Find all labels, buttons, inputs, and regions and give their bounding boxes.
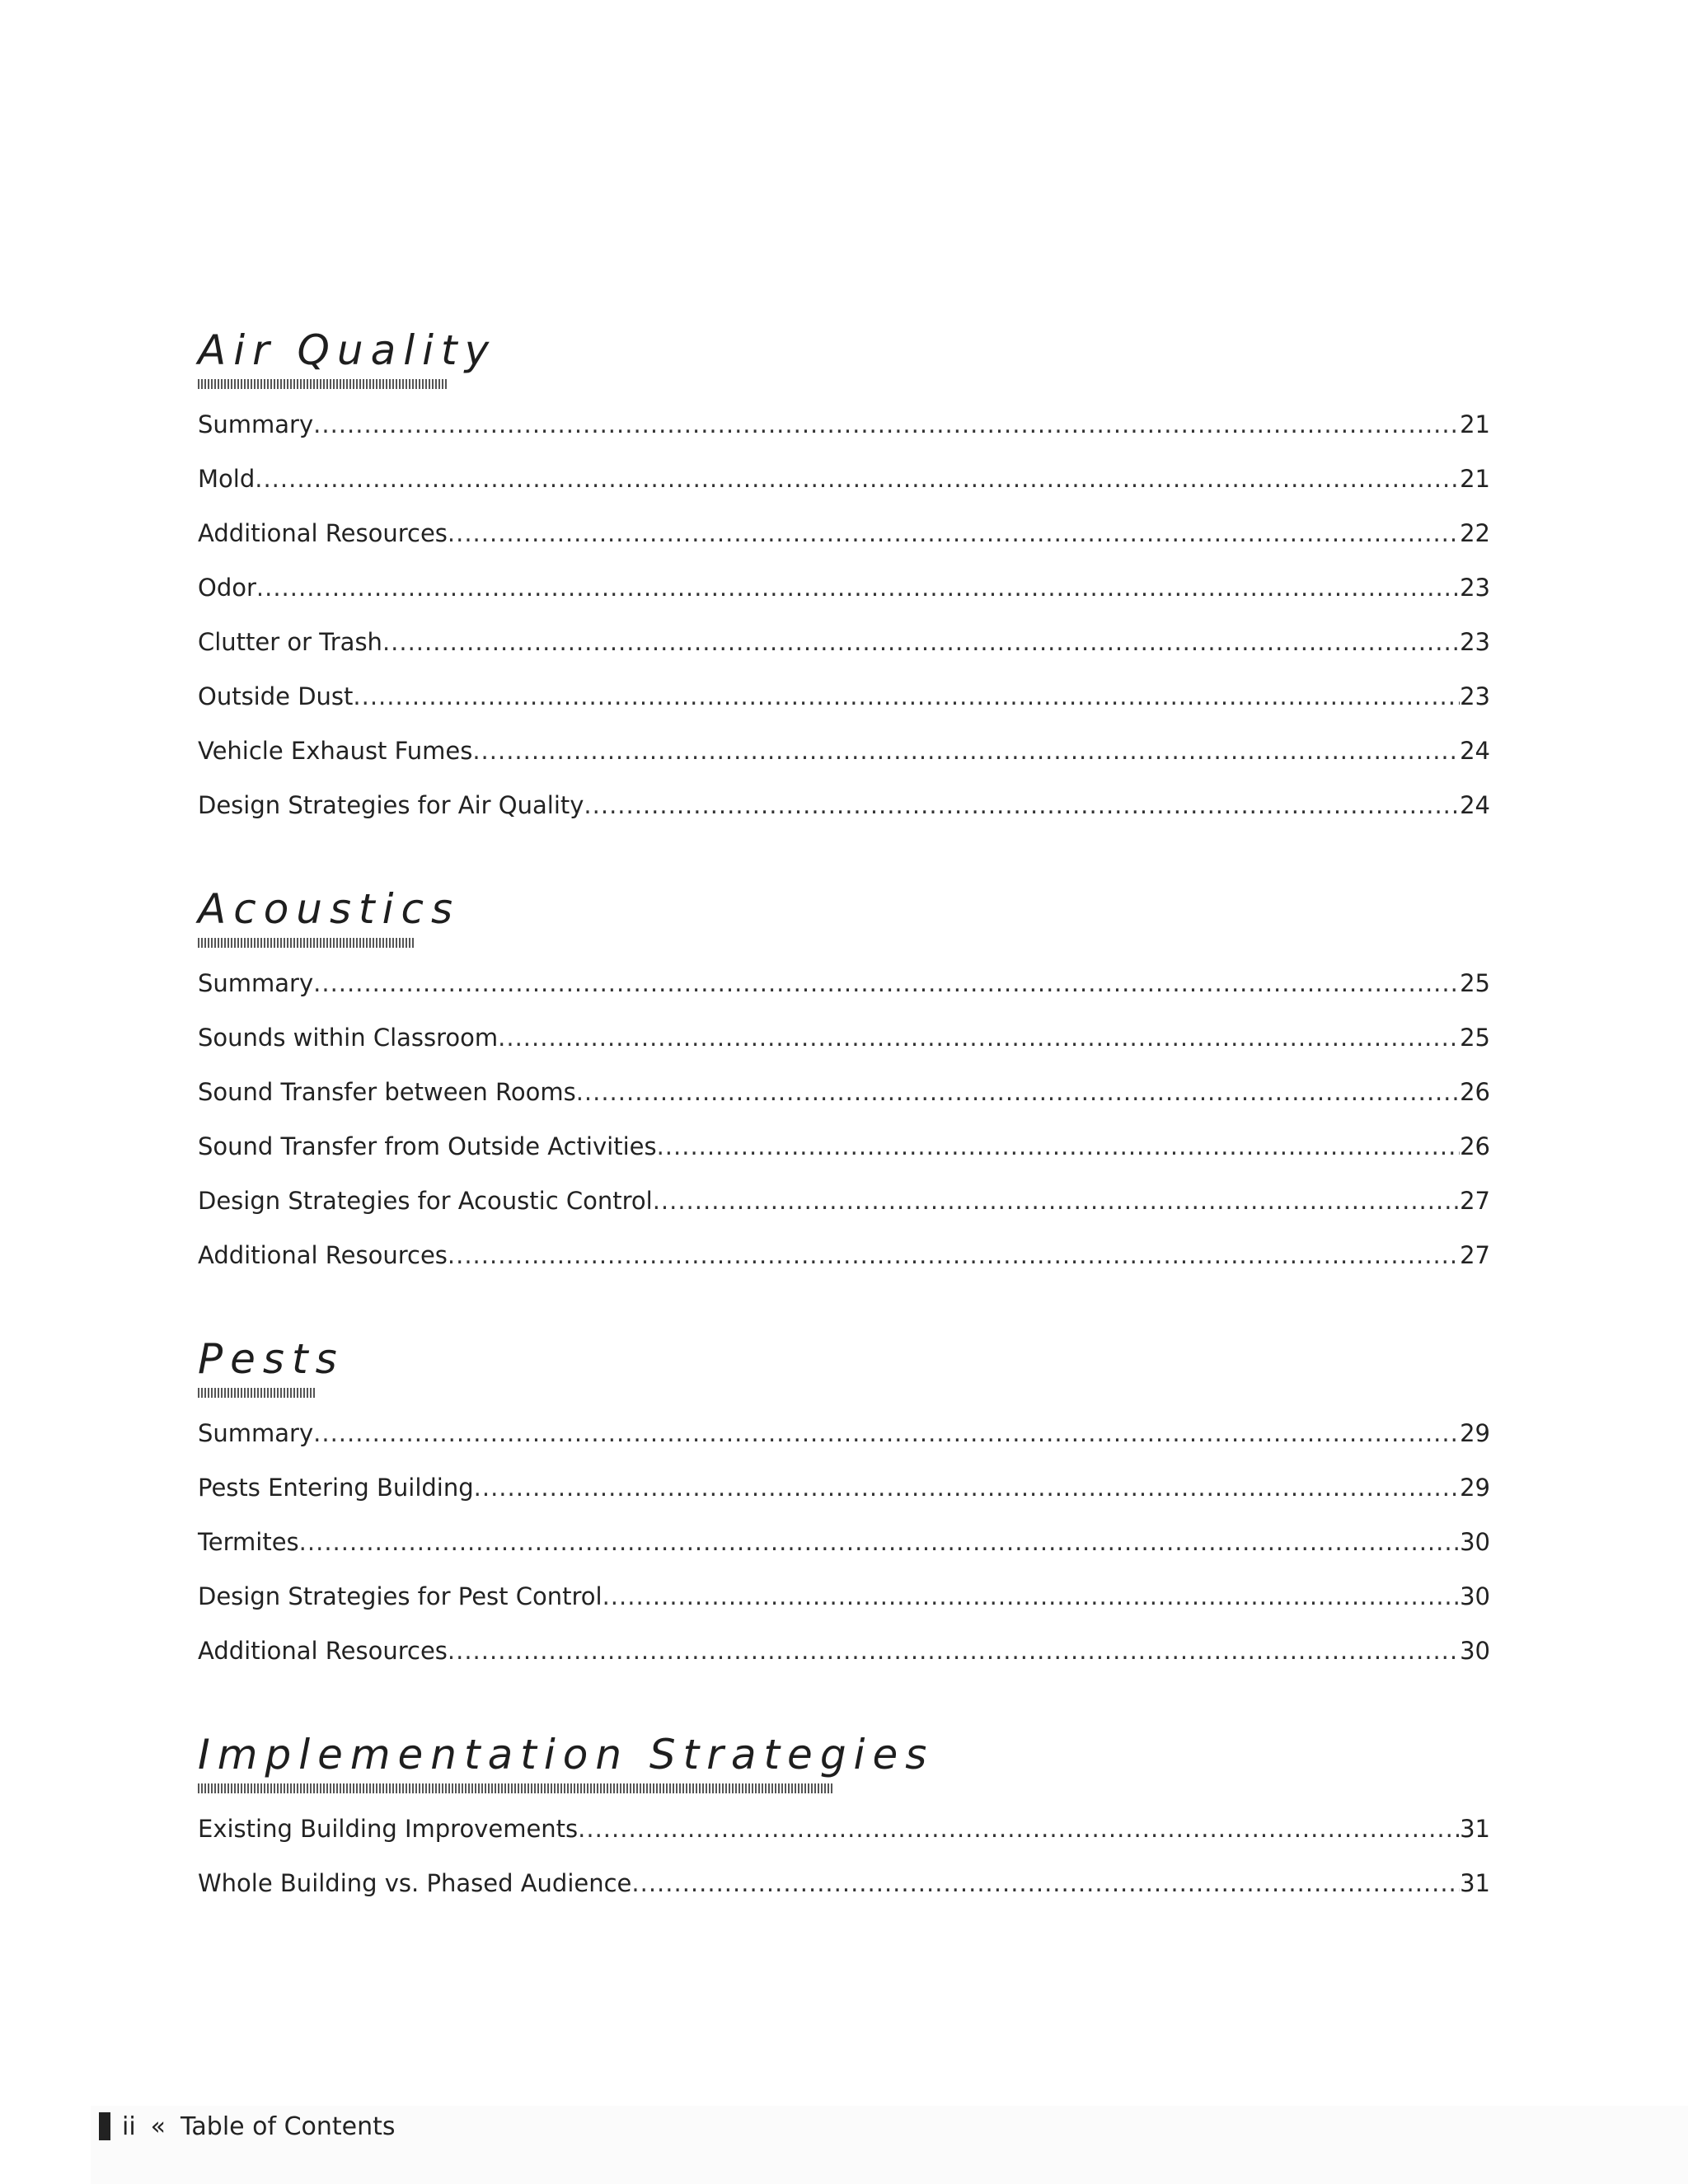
section-heading (198, 1335, 345, 1398)
dot-leader (474, 1460, 1460, 1515)
toc-entry-page: 25 (1460, 1024, 1490, 1052)
footer-separator: « (150, 2111, 166, 2141)
toc-entry[interactable] (198, 452, 1490, 506)
toc-entry-label: Design Strategies for Acoustic Control (198, 1187, 653, 1215)
toc-entry[interactable] (198, 615, 1490, 669)
section-title: Acoustics (198, 885, 461, 933)
toc-entry-page: 23 (1460, 574, 1490, 602)
dot-leader (313, 397, 1460, 452)
dot-leader (603, 1569, 1461, 1624)
toc-entry-label: Design Strategies for Pest Control (198, 1582, 603, 1610)
toc-entry-page: 27 (1460, 1241, 1490, 1269)
section-heading (198, 1731, 935, 1793)
footer-label: Table of Contents (181, 2111, 396, 2141)
toc-entry-page: 25 (1460, 969, 1490, 997)
toc-entry-label: Design Strategies for Air Quality (198, 791, 584, 819)
dot-leader (448, 506, 1460, 560)
toc-entry-page: 26 (1460, 1132, 1490, 1160)
toc-entry-label: Summary (198, 969, 314, 997)
dot-leader (256, 560, 1460, 615)
dot-leader (472, 724, 1460, 778)
toc-entry[interactable] (198, 1406, 1490, 1460)
section-underline (198, 1783, 834, 1793)
section-title: Air Quality (198, 326, 497, 374)
footer-page-number: ii (122, 2111, 136, 2141)
toc-entry-label: Outside Dust (198, 682, 354, 710)
toc-entry-page: 22 (1460, 519, 1490, 547)
dot-leader (631, 1856, 1460, 1910)
toc-entry-page: 24 (1460, 737, 1490, 765)
toc-entry-label: Additional Resources (198, 519, 448, 547)
toc-entry-label: Sound Transfer between Rooms (198, 1078, 576, 1106)
toc-entry[interactable] (198, 1174, 1490, 1228)
dot-leader (255, 452, 1460, 506)
toc-entry-page: 29 (1460, 1419, 1490, 1447)
section-underline (198, 1388, 316, 1398)
toc-entry[interactable] (198, 506, 1490, 560)
toc-entry[interactable] (198, 1228, 1490, 1282)
toc-entry-label: Whole Building vs. Phased Audience (198, 1869, 632, 1897)
toc-entry[interactable] (198, 1624, 1490, 1678)
toc-section-implementation-strategies (198, 1731, 1490, 1910)
toc-entry-label: Additional Resources (198, 1241, 448, 1269)
toc-entry[interactable] (198, 669, 1490, 724)
toc-entry[interactable] (198, 1010, 1490, 1065)
toc-entry-label: Additional Resources (198, 1637, 448, 1665)
toc-entry-label: Termites (198, 1528, 299, 1556)
toc-entry-page: 29 (1460, 1474, 1490, 1502)
toc-entry-page: 21 (1460, 465, 1490, 493)
toc-entry-label: Clutter or Trash (198, 628, 382, 656)
toc-entry-page: 26 (1460, 1078, 1490, 1106)
toc-entry[interactable] (198, 397, 1490, 452)
toc-entry[interactable] (198, 1515, 1490, 1569)
toc-entry-label: Pests Entering Building (198, 1474, 474, 1502)
section-title: Pests (198, 1335, 345, 1383)
toc-entry[interactable] (198, 1856, 1490, 1910)
dot-leader (578, 1802, 1460, 1856)
section-heading (198, 885, 461, 948)
toc-entry-label: Mold (198, 465, 256, 493)
dot-leader (448, 1624, 1460, 1678)
toc-entry-page: 23 (1460, 682, 1490, 710)
dot-leader (498, 1010, 1460, 1065)
toc-entry-label: Summary (198, 410, 314, 438)
section-heading (198, 326, 497, 389)
dot-leader (448, 1228, 1460, 1282)
dot-leader (299, 1515, 1460, 1569)
toc-entry[interactable] (198, 956, 1490, 1010)
dot-leader (353, 669, 1460, 724)
dot-leader (584, 778, 1460, 832)
table-of-contents (198, 326, 1490, 1910)
toc-entry-label: Existing Building Improvements (198, 1815, 579, 1843)
section-underline (198, 938, 415, 948)
toc-entry-page: 31 (1460, 1869, 1490, 1897)
dot-leader (313, 1406, 1460, 1460)
toc-entry-page: 24 (1460, 791, 1490, 819)
dot-leader (657, 1119, 1461, 1174)
dot-leader (382, 615, 1460, 669)
toc-entry-page: 30 (1460, 1528, 1490, 1556)
toc-entry-label: Vehicle Exhaust Fumes (198, 737, 473, 765)
toc-entry-label: Odor (198, 574, 256, 602)
toc-entry[interactable] (198, 1065, 1490, 1119)
toc-entry[interactable] (198, 1569, 1490, 1624)
toc-entry-page: 30 (1460, 1637, 1490, 1665)
toc-entry-label: Sound Transfer from Outside Activities (198, 1132, 657, 1160)
toc-entry-label: Summary (198, 1419, 314, 1447)
section-title: Implementation Strategies (198, 1731, 935, 1779)
footer-bar-mark (99, 2112, 110, 2140)
toc-entry[interactable] (198, 1460, 1490, 1515)
toc-entry[interactable] (198, 1802, 1490, 1856)
toc-entry[interactable] (198, 778, 1490, 832)
toc-entry-page: 21 (1460, 410, 1490, 438)
toc-entry[interactable] (198, 560, 1490, 615)
toc-entry-page: 23 (1460, 628, 1490, 656)
dot-leader (576, 1065, 1460, 1119)
dot-leader (653, 1174, 1460, 1228)
toc-section-acoustics (198, 885, 1490, 1282)
toc-entry-label: Sounds within Classroom (198, 1024, 499, 1052)
toc-entry-page: 27 (1460, 1187, 1490, 1215)
toc-entry[interactable] (198, 724, 1490, 778)
page-footer (99, 2108, 396, 2144)
toc-entry[interactable] (198, 1119, 1490, 1174)
section-underline (198, 379, 448, 389)
dot-leader (313, 956, 1460, 1010)
toc-entry-page: 30 (1460, 1582, 1490, 1610)
toc-section-air-quality (198, 326, 1490, 832)
toc-entry-page: 31 (1460, 1815, 1490, 1843)
toc-section-pests (198, 1335, 1490, 1678)
